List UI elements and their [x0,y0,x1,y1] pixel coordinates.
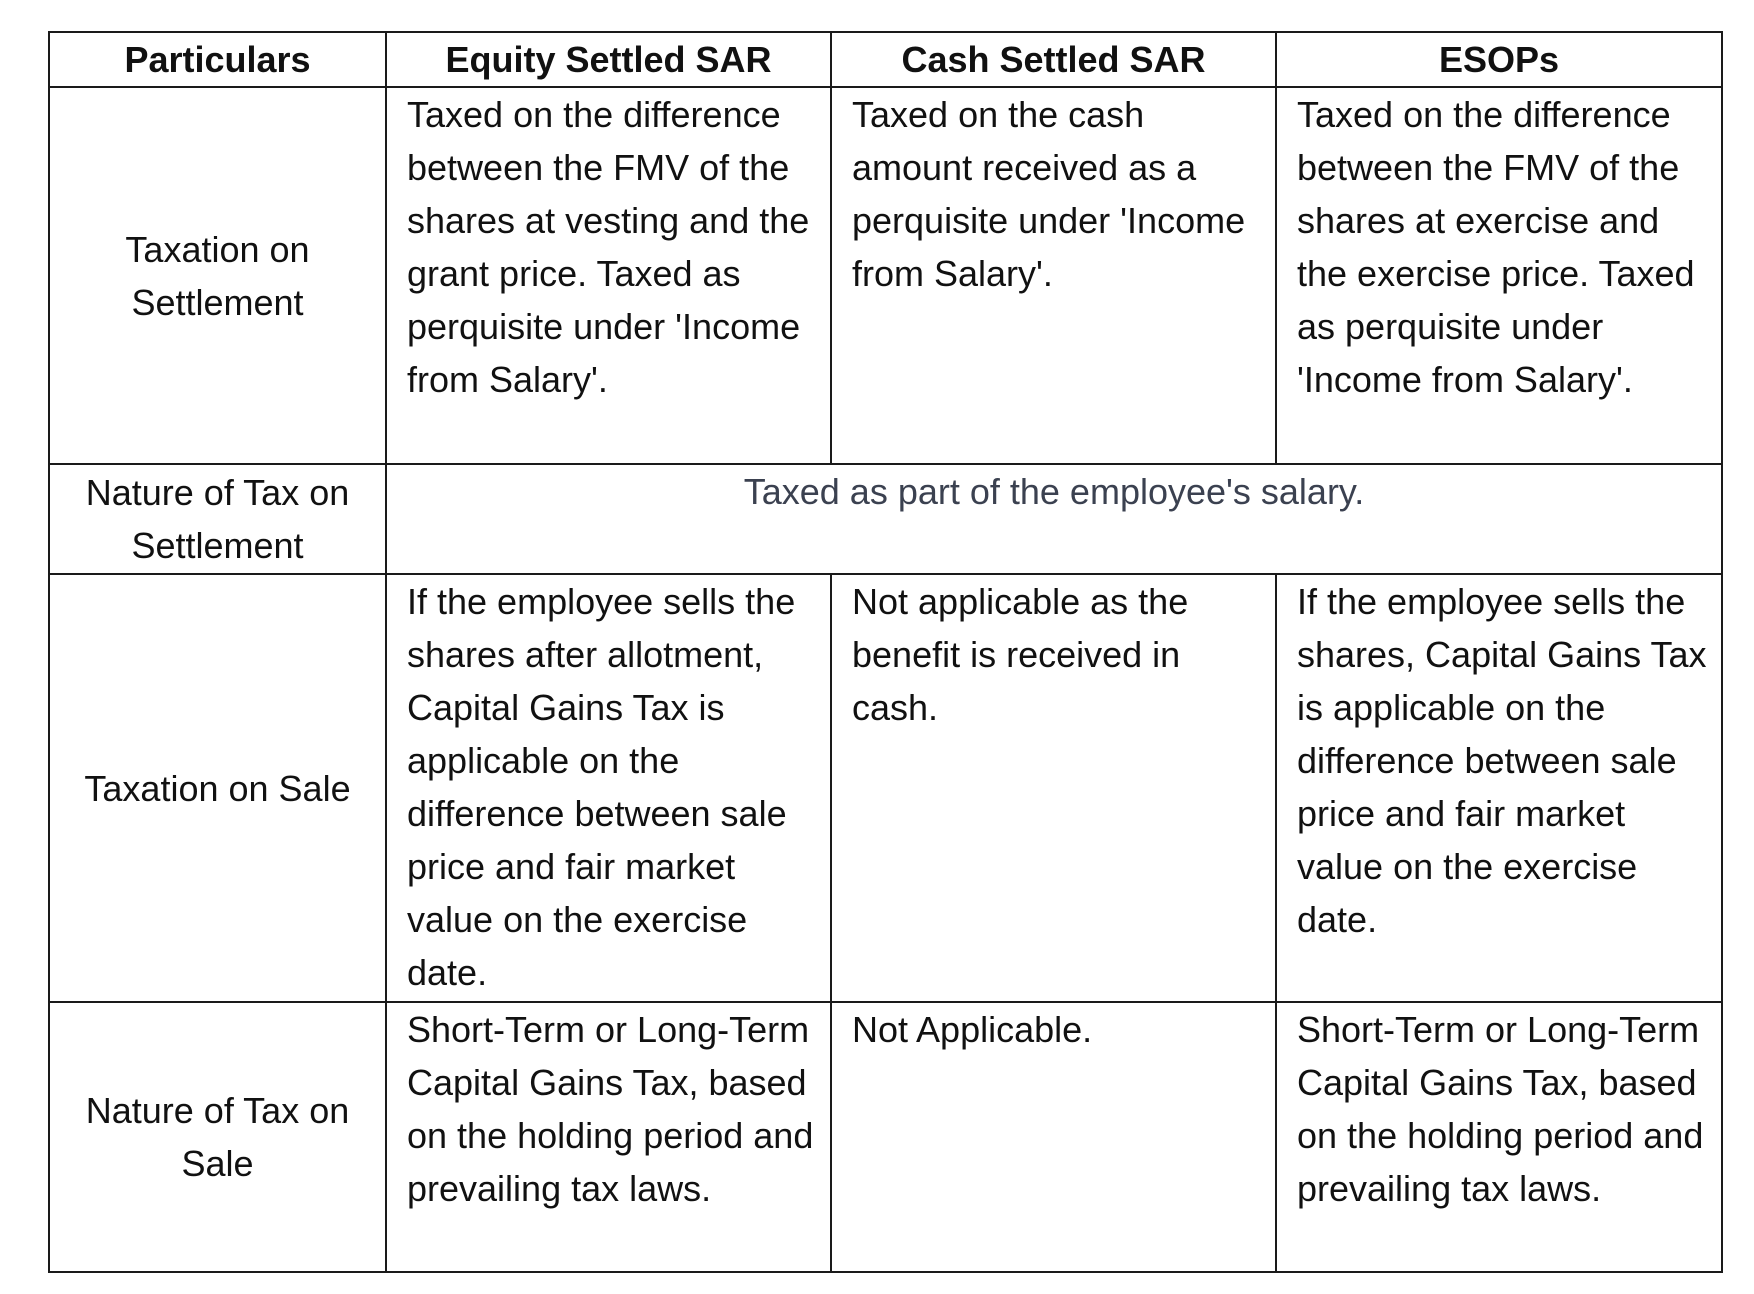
cell-equity-sale: If the employee sells the shares after allotment, Capital Gains Tax is applicable on the difference between sale price and fair market value on the exercise date. [386,574,831,1002]
cell-esops-nature-sale: Short-Term or Long-Term Capital Gains Tax, based on the holding period and prevailing tax laws. [1276,1002,1722,1272]
table-row [49,1002,1722,1272]
row-label-taxation-on-sale: Taxation on Sale [49,574,386,1002]
row-label-taxation-on-settlement: Taxation on Settlement [49,87,386,464]
row-label-nature-of-tax-on-settlement: Nature of Tax on Settlement [49,464,386,574]
cell-cash-settlement: Taxed on the cash amount received as a perquisite under 'Income from Salary'. [831,87,1276,464]
header-particulars: Particulars [49,32,386,87]
cell-equity-nature-sale: Short-Term or Long-Term Capital Gains Tax, based on the holding period and prevailing tax laws. [386,1002,831,1272]
cell-equity-settlement: Taxed on the difference between the FMV of the shares at vesting and the grant price. Taxed as perquisite under 'Income from Salary'. [386,87,831,464]
table-row [49,574,1722,1002]
header-row [49,32,1722,87]
comparison-table [48,31,1723,1273]
table-row [49,87,1722,464]
cell-esops-sale: If the employee sells the shares, Capital Gains Tax is applicable on the difference between sale price and fair market value on the exercise date. [1276,574,1722,1002]
header-esops: ESOPs [1276,32,1722,87]
table-row [49,464,1722,574]
cell-cash-nature-sale: Not Applicable. [831,1002,1276,1272]
header-equity-settled-sar: Equity Settled SAR [386,32,831,87]
header-cash-settled-sar: Cash Settled SAR [831,32,1276,87]
cell-merged-nature-settlement: Taxed as part of the employee's salary. [386,464,1722,574]
cell-cash-sale: Not applicable as the benefit is received in cash. [831,574,1276,1002]
row-label-nature-of-tax-on-sale: Nature of Tax on Sale [49,1002,386,1272]
cell-esops-settlement: Taxed on the difference between the FMV of the shares at exercise and the exercise price. Taxed as perquisite under 'Income from Salary'. [1276,87,1722,464]
